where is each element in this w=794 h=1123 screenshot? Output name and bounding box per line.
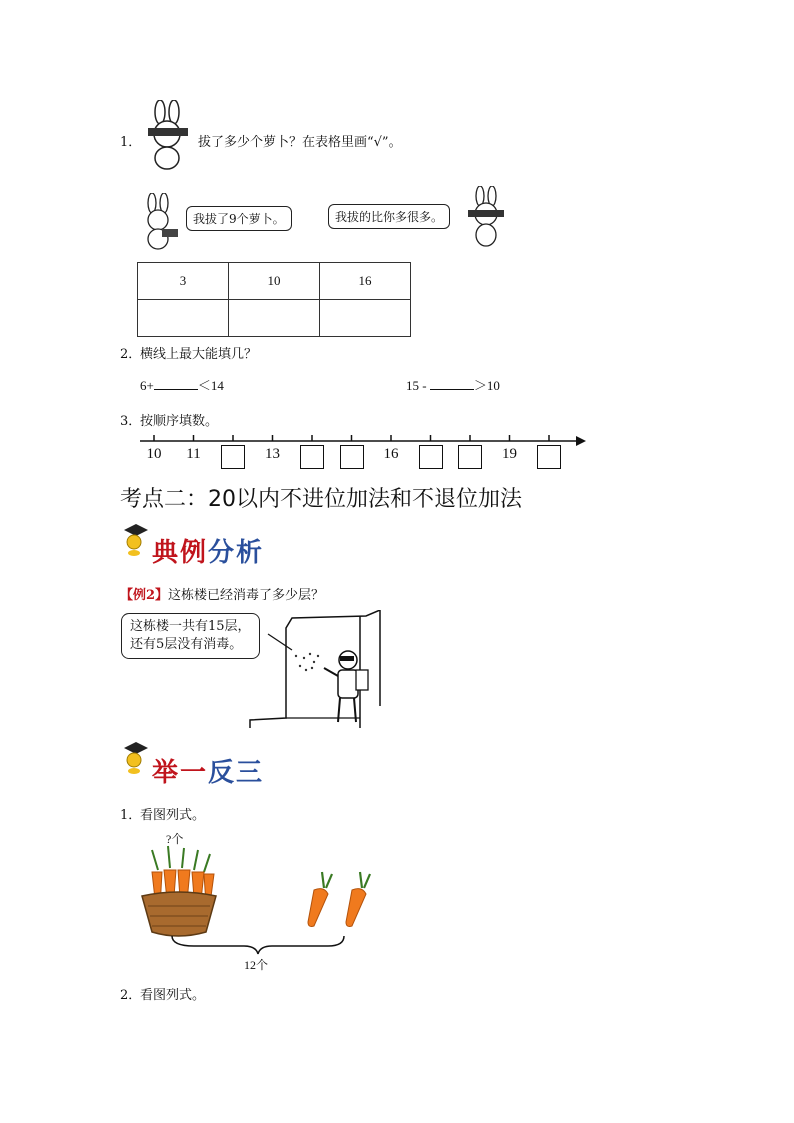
number-line-answer-box[interactable] xyxy=(458,445,482,469)
answer-table xyxy=(137,262,411,337)
number-line-answer-box[interactable] xyxy=(340,445,364,469)
carrot-basket-illustration xyxy=(138,840,378,970)
banner-part-2: 反三 xyxy=(208,758,265,788)
q1-number: 1． xyxy=(120,135,142,150)
example2-text: 这栋楼已经消毒了多少层？ xyxy=(168,588,325,603)
speech-line-2: 还有5层没有消毒。 xyxy=(130,637,243,652)
q2-right-suffix: ＞10 xyxy=(473,378,500,393)
bubble-right: 我拔的比你多很多。 xyxy=(328,204,450,229)
rabbit-left-icon xyxy=(136,193,182,251)
table-header-cell: 16 xyxy=(320,263,411,300)
practice2-number: 2． xyxy=(120,988,142,1003)
banner-part-1: 举一 xyxy=(152,758,209,788)
q2-left-prefix: 6+ xyxy=(140,378,154,393)
number-line-label: 16 xyxy=(383,446,399,462)
example2-line xyxy=(120,584,324,603)
q2-number: 2． xyxy=(120,347,142,362)
speech-bubble xyxy=(121,613,260,659)
q2-right-prefix: 15 - xyxy=(406,378,427,393)
banner-part-1: 典例 xyxy=(152,538,209,568)
table-header-cell: 3 xyxy=(138,263,229,300)
graduate-mascot-icon xyxy=(120,740,150,774)
answer-cell[interactable] xyxy=(229,300,320,337)
practice1-text: 看图列式。 xyxy=(140,808,206,823)
q3-text: 按顺序填数。 xyxy=(140,414,219,429)
q2-right-expression xyxy=(406,375,500,394)
disinfection-worker-illustration xyxy=(240,610,400,730)
number-line-labels xyxy=(136,430,586,474)
q2-left-expression xyxy=(140,375,224,394)
number-line-label: 13 xyxy=(265,446,280,462)
number-line-label: 19 xyxy=(502,446,517,462)
table-header-cell: 10 xyxy=(229,263,320,300)
practice1-number: 1． xyxy=(120,808,142,823)
graduate-mascot-icon xyxy=(120,522,150,556)
number-line-label: 10 xyxy=(146,446,162,462)
banner-practice xyxy=(152,752,264,789)
answer-cell[interactable] xyxy=(320,300,411,337)
banner-example-analysis xyxy=(152,532,264,569)
rabbit-icon xyxy=(140,100,196,172)
answer-blank-right[interactable] xyxy=(430,379,474,390)
answer-blank-left[interactable] xyxy=(154,379,198,390)
answer-cell[interactable] xyxy=(138,300,229,337)
q3-number: 3． xyxy=(120,414,142,429)
number-line-label: 11 xyxy=(186,446,201,462)
q2-left-suffix: ＜14 xyxy=(197,378,224,393)
section-title: 考点二：20以内不进位加法和不退位加法 xyxy=(120,487,522,512)
q1-text: 拔了多少个萝卜？在表格里画“√”。 xyxy=(198,135,402,150)
speech-line-1: 这栋楼一共有15层， xyxy=(130,619,251,634)
practice2-text: 看图列式。 xyxy=(140,988,206,1003)
bubble-left: 我拔了9个萝卜。 xyxy=(186,206,292,231)
number-line-answer-box[interactable] xyxy=(537,445,561,469)
total-count-label: 12个 xyxy=(244,958,269,972)
number-line-answer-box[interactable] xyxy=(300,445,324,469)
banner-part-2: 分析 xyxy=(208,538,265,568)
number-line-answer-box[interactable] xyxy=(221,445,245,469)
q2-text: 横线上最大能填几？ xyxy=(140,347,258,362)
rabbit-right-icon xyxy=(462,186,508,248)
example-tag: 【例2】 xyxy=(120,588,169,603)
unknown-count-label: ?个 xyxy=(166,832,184,846)
number-line-answer-box[interactable] xyxy=(419,445,443,469)
